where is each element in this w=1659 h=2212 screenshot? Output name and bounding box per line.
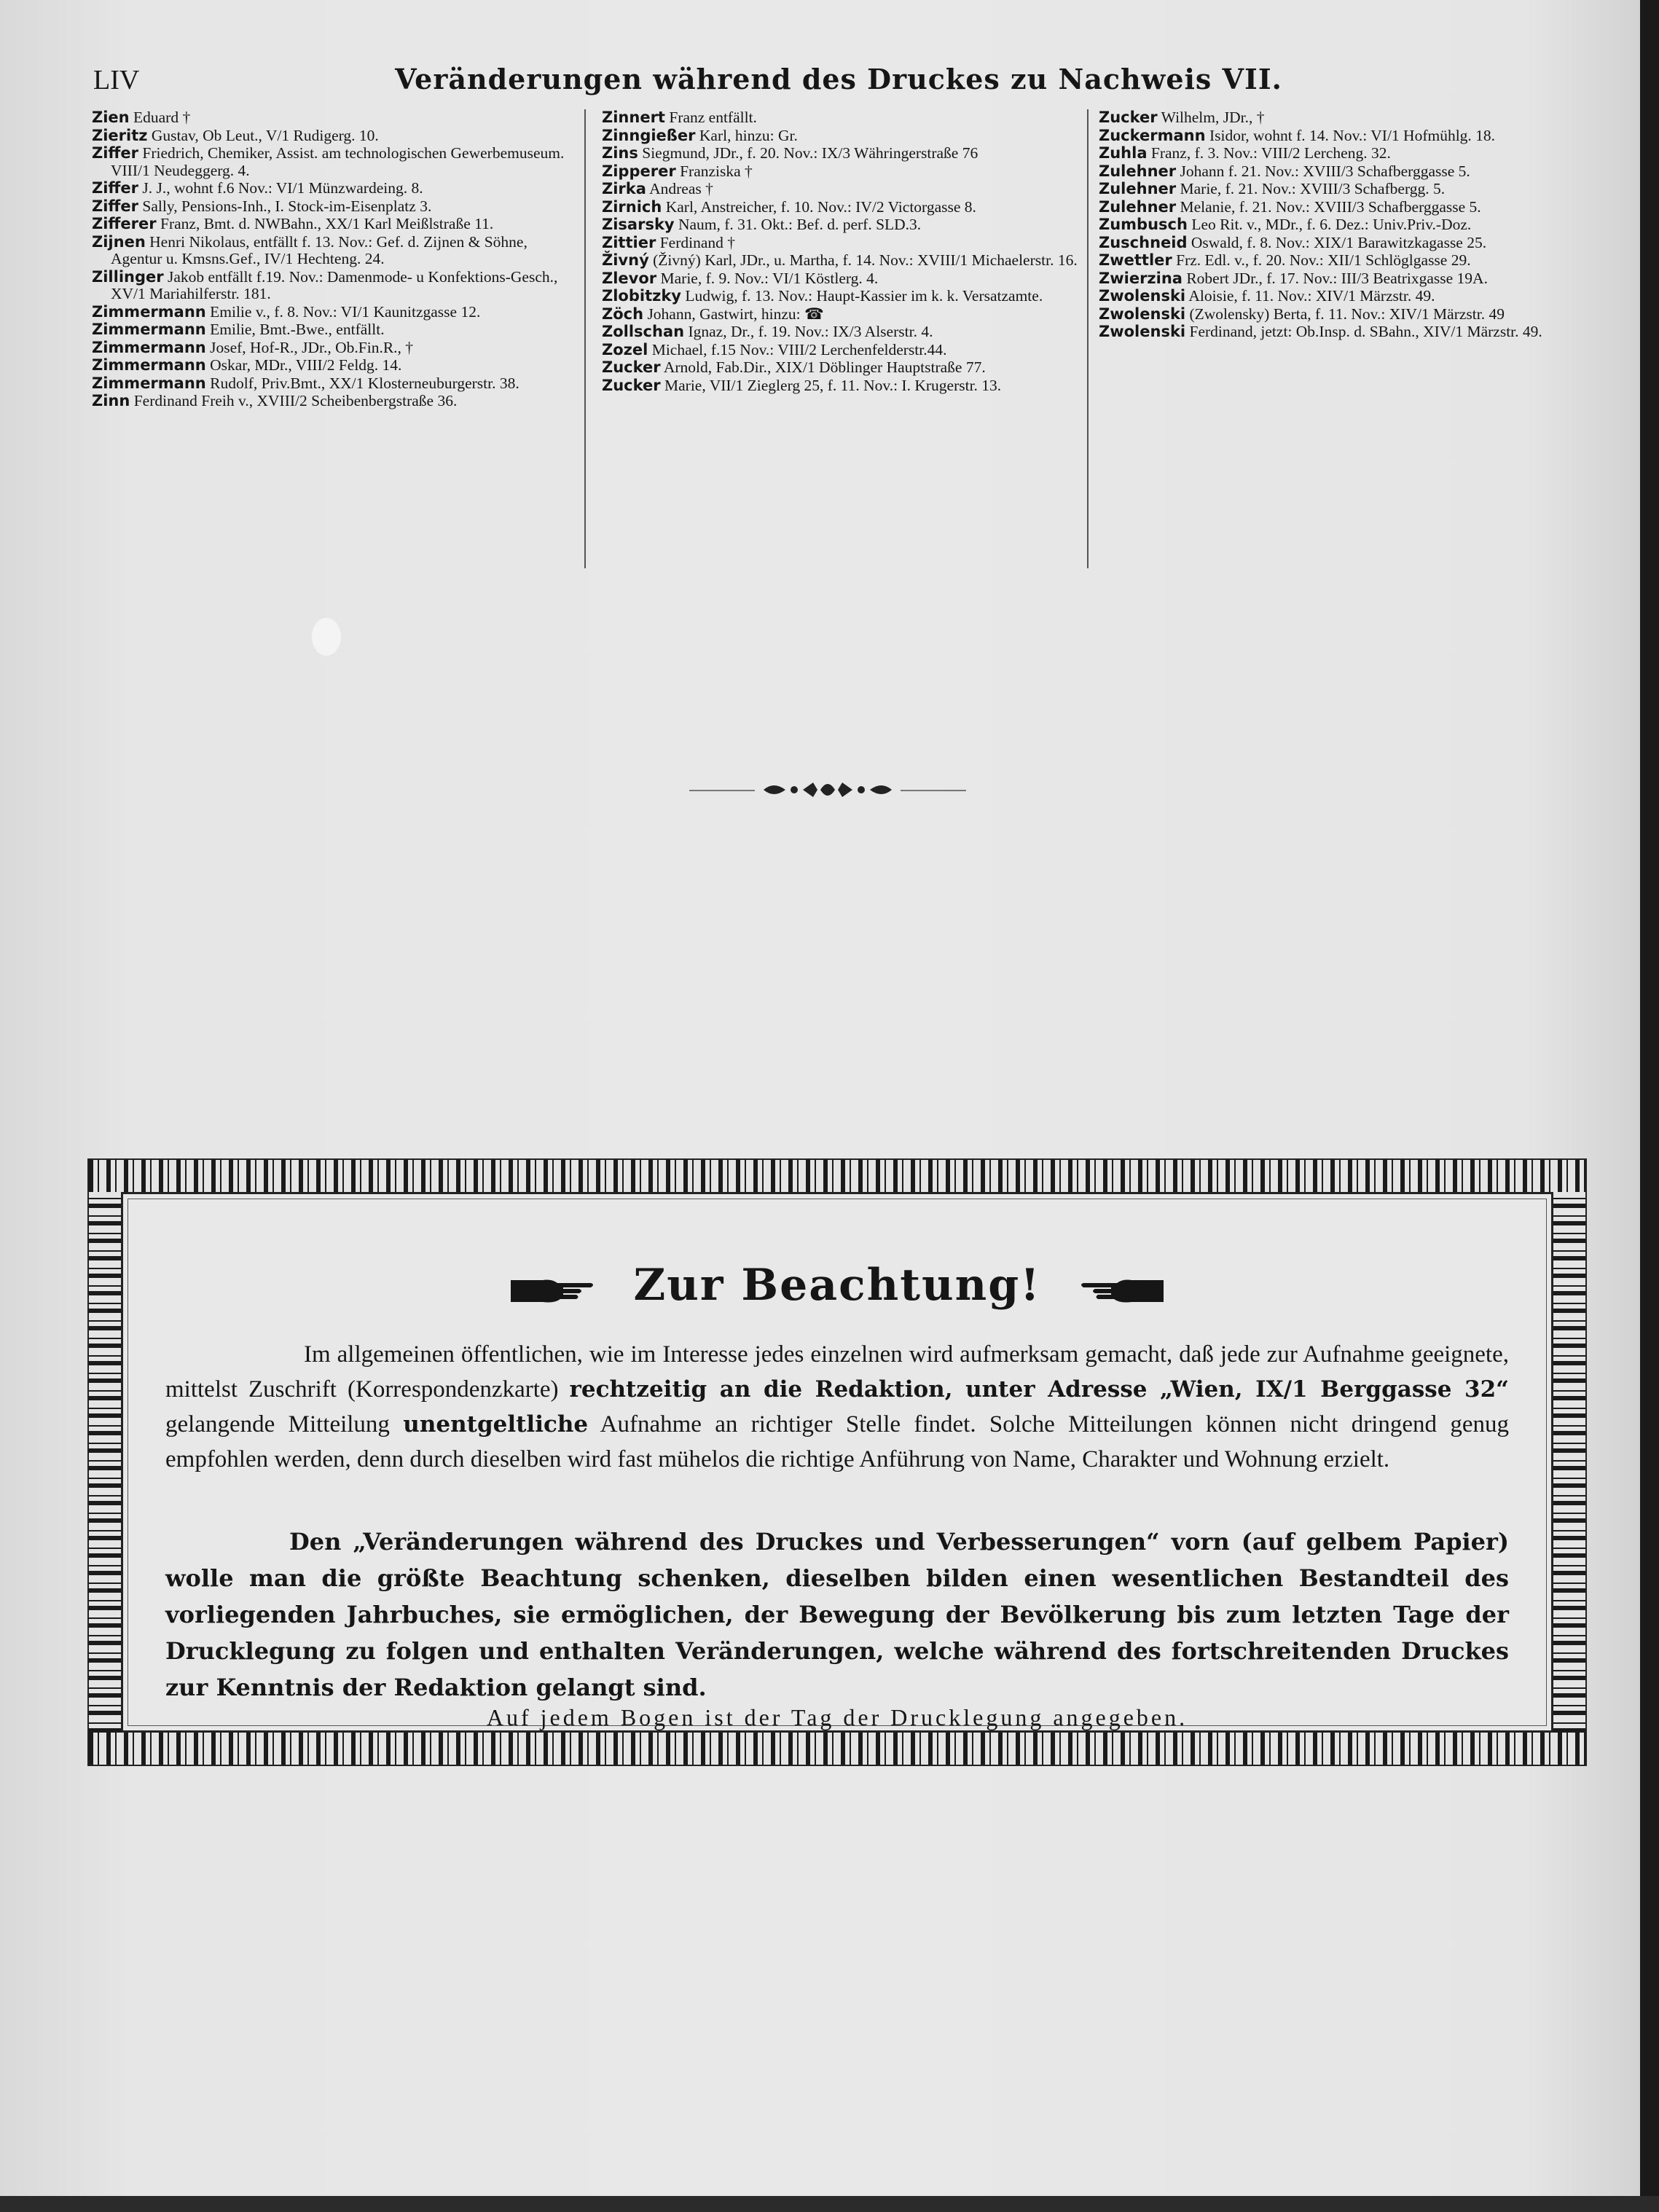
notice-border-right (1553, 1192, 1585, 1733)
page-title: Veränderungen während des Druckes zu Nachweis VII. (395, 63, 1282, 95)
list-item: Zijnen Henri Nikolaus, entfällt f. 13. Nov.: Gef. d. Zijnen & Söhne, Agentur u. Kmsns.Gef., IV/1 Hechteng. 24. (92, 232, 527, 267)
list-item: Zlobitzky Ludwig, f. 13. Nov.: Haupt-Kassier im k. k. Versatzamte. (602, 287, 1043, 305)
list-item: Zucker Arnold, Fab.Dir., XIX/1 Döblinger Hauptstraße 77. (602, 358, 986, 376)
list-item: Zipperer Franziska † (602, 162, 753, 180)
list-item: Zirnich Karl, Anstreicher, f. 10. Nov.: IV/2 Victorgasse 8. (602, 197, 976, 216)
list-item: Zien Eduard † (92, 109, 191, 126)
list-item: Zwierzina Robert JDr., f. 17. Nov.: III/3 Beatrixgasse 19A. (1099, 269, 1488, 287)
list-item: Zinngießer Karl, hinzu: Gr. (602, 126, 798, 144)
list-item: Zinnert Franz entfällt. (602, 109, 757, 126)
list-item: Zieritz Gustav, Ob Leut., V/1 Rudigerg. 10. (92, 126, 379, 144)
list-item: Zittier Ferdinand † (602, 233, 735, 251)
ornament-line (689, 790, 755, 791)
notice-box (87, 1158, 1587, 1766)
list-item: Zillinger Jakob entfällt f.19. Nov.: Damenmode- u Konfektions-Gesch., XV/1 Mariahilferstr. 181. (92, 267, 558, 302)
list-item: Ziffer Sally, Pensions-Inh., I. Stock-im-Eisenplatz 3. (92, 197, 432, 215)
page-number: LIV (93, 65, 140, 95)
list-item: Zollschan Ignaz, Dr., f. 19. Nov.: IX/3 Alserstr. 4. (602, 323, 933, 340)
list-item: Zulehner Marie, f. 21. Nov.: XVIII/3 Schafbergg. 5. (1099, 180, 1446, 197)
list-item: Ziffer Friedrich, Chemiker, Assist. am technologischen Gewerbemuseum. VIII/1 Neudeggerg. 4. (92, 144, 565, 179)
list-item: Zuschneid Oswald, f. 8. Nov.: XIX/1 Barawitzkagasse 25. (1099, 233, 1487, 251)
list-item: Zirka Andreas † (602, 180, 713, 197)
list-item: Zwettler Frz. Edl. v., f. 20. Nov.: XII/1 Schlöglgasse 29. (1099, 251, 1471, 269)
notice-title (123, 1260, 1551, 1311)
pointing-hand-right-icon (509, 1273, 597, 1305)
list-item: Zucker Marie, VII/1 Zieglerg 25, f. 11. Nov.: I. Krugerstr. 13. (602, 376, 1002, 394)
list-item: Zimmermann Rudolf, Priv.Bmt., XX/1 Klosterneuburgerstr. 38. (92, 374, 519, 392)
list-item: Zumbusch Leo Rit. v., MDr., f. 6. Dez.: Univ.Priv.-Doz. (1099, 216, 1472, 233)
list-item: Zimmermann Josef, Hof-R., JDr., Ob.Fin.R., † (92, 338, 414, 356)
list-item: Zwolenski (Zwolensky) Berta, f. 11. Nov.: XIV/1 Märzstr. 49 (1099, 305, 1505, 323)
notice-paragraph-2: Den „Veränderungen während des Druckes und Verbesserungen“ vorn (auf gelbem Papier) wolle man die größte Beachtung schenken, dieselben bilden einen wesentlichen Bestandteil des vorliegenden Jahrbuches, sie ermöglichen, der Bewegung der Bevölkerung bis zum letzten Tage der Drucklegung zu folgen und enthalten Veränderungen, welche während des fortschreitenden Druckes zur Kenntnis der Redaktion gelangt sind. (165, 1528, 1509, 1701)
paper-smudge (312, 618, 341, 656)
pointing-hand-left-icon (1078, 1273, 1165, 1305)
list-item: Zwolenski Aloisie, f. 11. Nov.: XIV/1 Märzstr. 49. (1099, 287, 1435, 305)
list-item: Zimmermann Oskar, MDr., VIII/2 Feldg. 14. (92, 356, 402, 374)
list-item: Zozel Michael, f.15 Nov.: VIII/2 Lerchenfelderstr.44. (602, 340, 947, 358)
fleuron-ornament-icon (759, 777, 896, 803)
list-item: Zulehner Johann f. 21. Nov.: XVIII/3 Schafberggasse 5. (1099, 162, 1470, 180)
list-item: Zlevor Marie, f. 9. Nov.: VI/1 Köstlerg. 4. (602, 269, 879, 287)
list-item: Zifferer Franz, Bmt. d. NWBahn., XX/1 Karl Meißlstraße 11. (92, 215, 494, 232)
column-1 (92, 109, 573, 411)
column-3 (1099, 109, 1580, 342)
scan-edge-bottom (0, 2196, 1659, 2212)
notice-title-text: Zur Beachtung! (633, 1260, 1041, 1311)
notice-paragraph-1: Im allgemeinen öffentlichen, wie im Interesse jedes einzelnen wird aufmerksam gemacht, daß jede zur Aufnahme geeignete, mittelst Zuschrift (Korrespondenzkarte) rechtzeitig an die Redaktion, unter Adresse „Wien, IX/1 Berggasse 32“ gelangende Mitteilung unentgeltliche Aufnahme an richtiger Stelle findet. Solche Mitteilungen können nicht dringend genug empfohlen werden, denn durch dieselben wird fast mühelos die richtige Anführung von Name, Charakter und Wohnung erzielt. (165, 1341, 1510, 1472)
list-item: Ziffer J. J., wohnt f.6 Nov.: VI/1 Münzwardeing. 8. (92, 179, 423, 197)
page-header (93, 63, 1584, 101)
list-item: Zöch Johann, Gastwirt, hinzu: ☎ (602, 305, 824, 323)
telephone-icon: ☎ (804, 305, 824, 323)
notice-panel (121, 1192, 1553, 1733)
list-item: Zinn Ferdinand Freih v., XVIII/2 Scheibenbergstraße 36. (92, 392, 458, 409)
list-item: Zwolenski Ferdinand, jetzt: Ob.Insp. d. SBahn., XIV/1 Märzstr. 49. (1099, 323, 1542, 340)
ornament-line (901, 790, 966, 791)
notice-border-left (89, 1192, 121, 1733)
list-item: Zins Siegmund, JDr., f. 20. Nov.: IX/3 Währingerstraße 76 (602, 144, 978, 162)
list-item: Zuckermann Isidor, wohnt f. 14. Nov.: VI/1 Hofmühlg. 18. (1099, 126, 1496, 144)
list-item: Zuhla Franz, f. 3. Nov.: VIII/2 Lercheng. 32. (1099, 144, 1391, 162)
list-item: Živný (Živný) Karl, JDr., u. Martha, f. 14. Nov.: XVIII/1 Michaelerstr. 16. (602, 251, 1078, 269)
column-2 (602, 109, 1083, 395)
list-item: Zisarsky Naum, f. 31. Okt.: Bef. d. perf. SLD.3. (602, 216, 922, 233)
list-item: Zimmermann Emilie v., f. 8. Nov.: VI/1 Kaunitzgasse 12. (92, 302, 481, 321)
scan-edge-right (1640, 0, 1659, 2212)
list-item: Zucker Wilhelm, JDr., † (1099, 109, 1265, 126)
list-item: Zulehner Melanie, f. 21. Nov.: XVIII/3 Schafberggasse 5. (1099, 197, 1481, 216)
directory-columns (92, 109, 1590, 576)
notice-paragraph-3: Auf jedem Bogen ist der Tag der Drucklegung angegeben. (486, 1704, 1188, 1730)
list-item: Zimmermann Emilie, Bmt.-Bwe., entfällt. (92, 321, 385, 338)
